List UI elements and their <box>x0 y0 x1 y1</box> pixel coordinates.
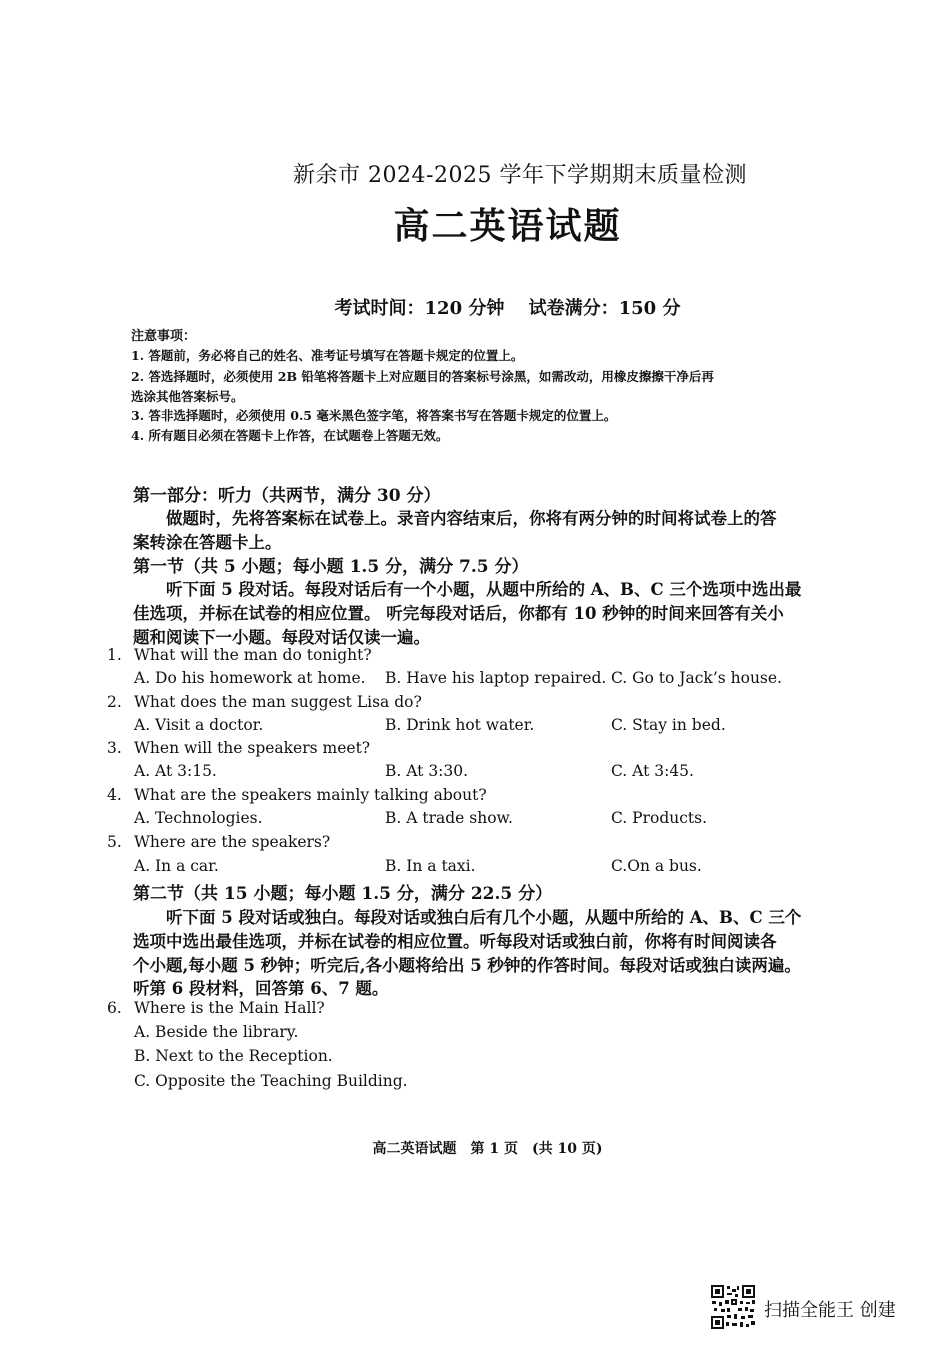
question-number: 5. <box>107 833 122 851</box>
note-line: 3. 答非选择题时，必须使用 0.5 毫米黑色签字笔，将答案书写在答题卡规定的位置上。 <box>131 408 617 423</box>
note-line: 2. 答选择题时，必须使用 2B 铅笔将答题卡上对应题目的答案标号涂黑，如需改动，用橡皮擦擦干净后再 <box>131 369 714 384</box>
question-text: Where are the speakers? <box>134 833 331 851</box>
option-a: A. In a car. <box>134 857 219 875</box>
option-a: A. At 3:15. <box>134 762 217 780</box>
option-c: C. Products. <box>611 809 708 827</box>
option-a: A. Visit a doctor. <box>134 716 264 734</box>
option-c: C. Stay in bed. <box>611 716 726 734</box>
question-number: 6. <box>107 999 122 1017</box>
note-line: 选涂其他答案标号。 <box>131 389 244 404</box>
section1-intro: 听下面 5 段对话。每段对话后有一个小题，从题中所给的 A、B、C 三个选项中选出最 <box>133 580 802 599</box>
section2-intro: 听下面 5 段对话或独白。每段对话或独白后有几个小题，从题中所给的 A、B、C 三个 <box>133 908 802 927</box>
option-a: A. Technologies. <box>134 809 263 827</box>
question-text: Where is the Main Hall? <box>134 999 325 1017</box>
option-b: B. Drink hot water. <box>385 716 535 734</box>
question-number: 1. <box>107 646 122 664</box>
option-b: B. At 3:30. <box>385 762 469 780</box>
option-b: B. In a taxi. <box>385 857 476 875</box>
exam-time-score: 考试时间：120 分钟 试卷满分：150 分 <box>334 298 681 319</box>
section2-intro: 听第 6 段材料，回答第 6、7 题。 <box>133 979 389 998</box>
note-line: 1. 答题前，务必将自己的姓名、准考证号填写在答题卡规定的位置上。 <box>131 348 524 363</box>
question-text: What are the speakers mainly talking about? <box>134 786 487 804</box>
option-c: C. Go to Jack’s house. <box>611 669 782 687</box>
option-c: C.On a bus. <box>611 857 702 875</box>
option-a: A. Beside the library. <box>134 1023 299 1041</box>
question-text: What will the man do tonight? <box>134 646 372 664</box>
option-b: B. A trade show. <box>385 809 513 827</box>
question-text: What does the man suggest Lisa do? <box>134 693 422 711</box>
question-text: When will the speakers meet? <box>134 739 371 757</box>
option-b: B. Have his laptop repaired. <box>385 669 607 687</box>
exam-title: 高二英语试题 <box>393 205 622 247</box>
section2-heading: 第二节（共 15 小题；每小题 1.5 分，满分 22.5 分） <box>133 884 553 904</box>
part1-intro: 案转涂在答题卡上。 <box>133 533 282 552</box>
section2-intro: 选项中选出最佳选项，并标在试卷的相应位置。听每段对话或独白前，你将有时间阅读各 <box>133 932 777 951</box>
part1-intro: 做题时，先将答案标在试卷上。录音内容结束后，你将有两分钟的时间将试卷上的答 <box>133 509 777 528</box>
exam-subtitle: 新余市 2024-2025 学年下学期期末质量检测 <box>293 163 747 188</box>
question-number: 3. <box>107 739 122 757</box>
section2-intro: 个小题,每小题 5 秒钟；听完后,各小题将给出 5 秒钟的作答时间。每段对话或独白读两遍。 <box>133 956 801 975</box>
section1-intro: 佳选项，并标在试卷的相应位置。 听完每段对话后，你都有 10 秒钟的时间来回答有关小 <box>133 604 784 623</box>
question-number: 2. <box>107 693 122 711</box>
option-b: B. Next to the Reception. <box>134 1047 333 1065</box>
option-c: C. Opposite the Teaching Building. <box>134 1072 408 1090</box>
notes-heading: 注意事项： <box>131 329 197 344</box>
option-c: C. At 3:45. <box>611 762 694 780</box>
qr-code-icon <box>710 1284 756 1330</box>
option-a: A. Do his homework at home. <box>134 669 366 687</box>
part1-heading: 第一部分：听力（共两节，满分 30 分） <box>133 486 441 506</box>
section1-intro: 题和阅读下一小题。每段对话仅读一遍。 <box>133 628 430 647</box>
section1-heading: 第一节（共 5 小题；每小题 1.5 分，满分 7.5 分） <box>133 557 529 577</box>
page-footer: 高二英语试题 第 1 页 (共 10 页) <box>372 1141 603 1157</box>
question-number: 4. <box>107 786 122 804</box>
scanner-watermark: 扫描全能王 创建 <box>764 1300 896 1321</box>
note-line: 4. 所有题目必须在答题卡上作答，在试题卷上答题无效。 <box>131 428 449 443</box>
